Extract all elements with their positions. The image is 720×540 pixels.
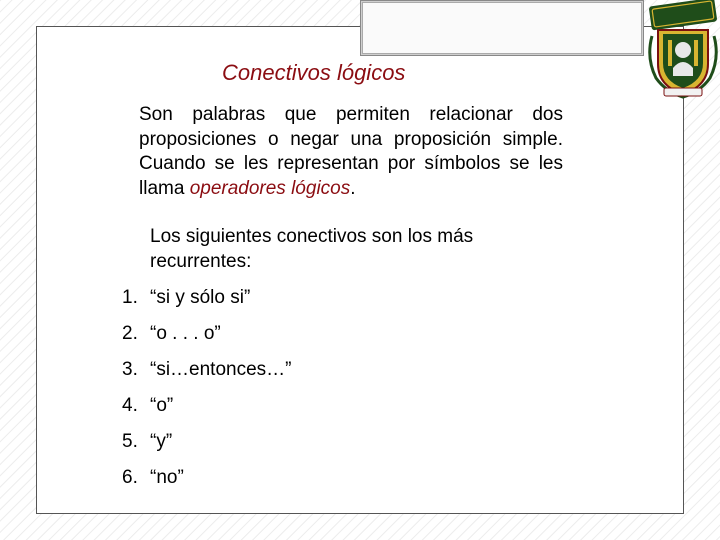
list-item-number: 6.	[122, 467, 138, 488]
list-item	[122, 464, 292, 500]
list-item-number: 1.	[122, 287, 138, 308]
intro-paragraph	[139, 103, 563, 201]
list-item-text: “no”	[150, 467, 184, 488]
list-item	[122, 320, 292, 356]
slide-title: Conectivos lógicos	[222, 60, 406, 85]
list-item	[122, 428, 292, 464]
list-subheading: Los siguientes conectivos son los más recurrentes:	[150, 226, 474, 272]
list-item-number: 5.	[122, 431, 138, 452]
list-item	[122, 284, 292, 320]
school-crest-logo-icon	[642, 0, 720, 100]
list-item	[122, 356, 292, 392]
title-decoration-inner	[362, 2, 642, 54]
list-item-text: “o . . . o”	[150, 323, 221, 344]
list-item-number: 2.	[122, 323, 138, 344]
list-item-number: 3.	[122, 359, 138, 380]
list-item-text: “si y sólo si”	[150, 287, 251, 308]
connectives-list	[122, 284, 292, 500]
list-item	[122, 392, 292, 428]
intro-text: Son palabras que permiten relacionar dos proposiciones o negar una proposición simple. Cuando se les representan por símbolos se les llama	[139, 104, 563, 199]
list-item-text: “si…entonces…”	[150, 359, 292, 380]
list-item-number: 4.	[122, 395, 138, 416]
list-item-text: “y”	[150, 431, 173, 452]
list-item-text: “o”	[150, 395, 174, 416]
intro-end: .	[350, 177, 356, 199]
intro-highlight: operadores lógicos	[189, 177, 351, 199]
